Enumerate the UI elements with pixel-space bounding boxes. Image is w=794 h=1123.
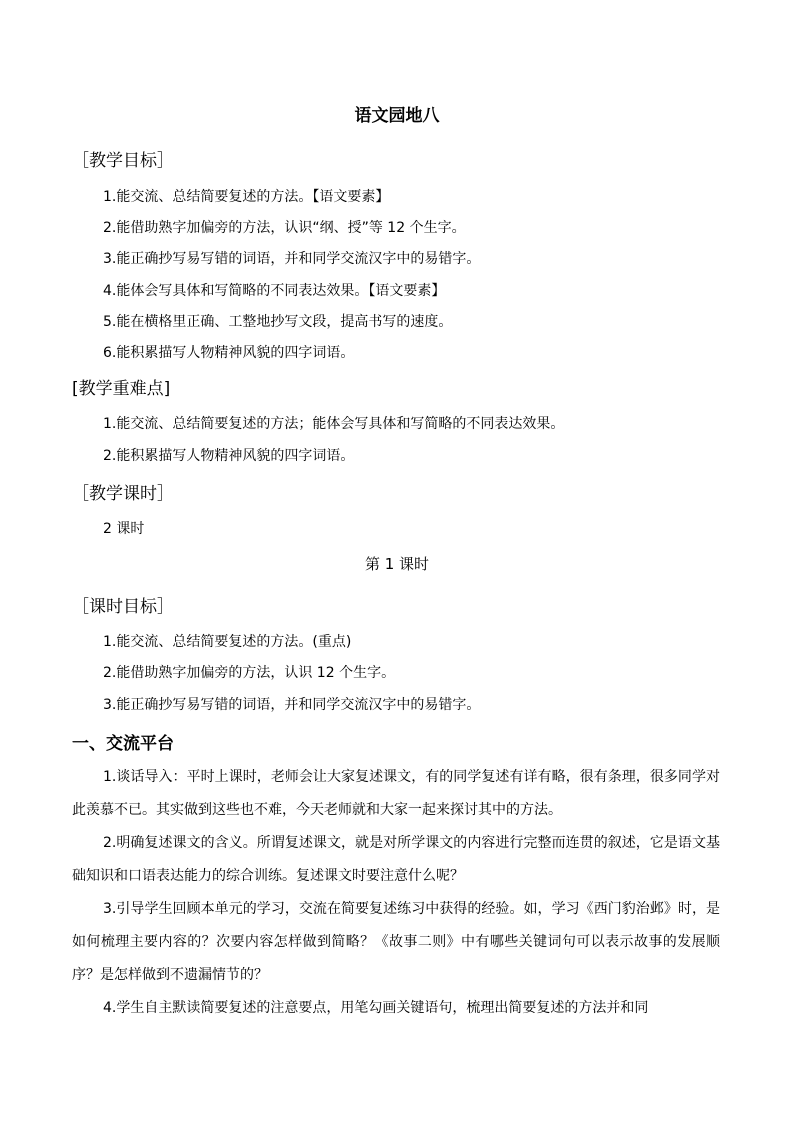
teaching-hours-heading: ［教学课时］ [72,484,174,504]
teaching-goal-item: 1.能交流、总结简要复述的方法。【语文要素】 [103,189,390,205]
body-paragraph: 1.谈话导入：平时上课时，老师会让大家复述课文，有的同学复述有详有略，很有条理，很多同学对此羡慕不已。其实做到这些也不难，今天老师就和大家一起来探讨其中的方法。 [72,769,720,818]
section-heading-exchange-platform: 一、交流平台 [72,734,174,754]
lesson-goal-item: 2.能借助熟字加偏旁的方法，认识 12 个生字。 [103,665,396,681]
teaching-goal-item: 2.能借助熟字加偏旁的方法，认识“纲、授”等 12 个生字。 [103,220,466,236]
teaching-goal-item: 6.能积累描写人物精神风貌的四字词语。 [103,345,355,361]
lesson-goal-item: 3.能正确抄写易写错的词语，并和同学交流汉字中的易错字。 [103,697,481,713]
key-point-item: 2.能积累描写人物精神风貌的四字词语。 [103,448,355,464]
body-paragraph: 4.学生自主默读简要复述的注意要点，用笔勾画关键语句，梳理出简要复述的方法并和同 [103,1000,649,1016]
teaching-goal-item: 4.能体会写具体和写简略的不同表达效果。【语文要素】 [103,283,446,299]
teaching-goal-item: 3.能正确抄写易写错的词语，并和同学交流汉字中的易错字。 [103,251,481,267]
lesson-goal-item: 1.能交流、总结简要复述的方法。(重点) [103,634,352,650]
teaching-goals-heading: ［教学目标］ [72,151,174,171]
key-points-heading: [教学重难点] [72,379,171,399]
body-paragraph: 3.引导学生回顾本单元的学习，交流在简要复述练习中获得的经验。如，学习《西门豹治邺》时，是如何梳理主要内容的？次要内容怎样做到简略？《故事二则》中有哪些关键词句可以表示故事的发展顺序？是怎样做到不遗漏情节的？ [72,901,720,983]
teaching-hours-value: 2 课时 [103,521,145,537]
body-paragraph: 2.明确复述课文的含义。所谓复述课文，就是对所学课文的内容进行完整而连贯的叙述，它是语文基础知识和口语表达能力的综合训练。复述课文时要注意什么呢？ [72,835,720,884]
lesson-goals-heading: ［课时目标］ [72,597,174,617]
lesson-title: 第 1 课时 [364,555,430,573]
teaching-goal-item: 5.能在横格里正确、工整地抄写文段，提高书写的速度。 [103,314,453,330]
document-title: 语文园地八 [354,106,440,126]
key-point-item: 1.能交流、总结简要复述的方法；能体会写具体和写简略的不同表达效果。 [103,416,565,432]
